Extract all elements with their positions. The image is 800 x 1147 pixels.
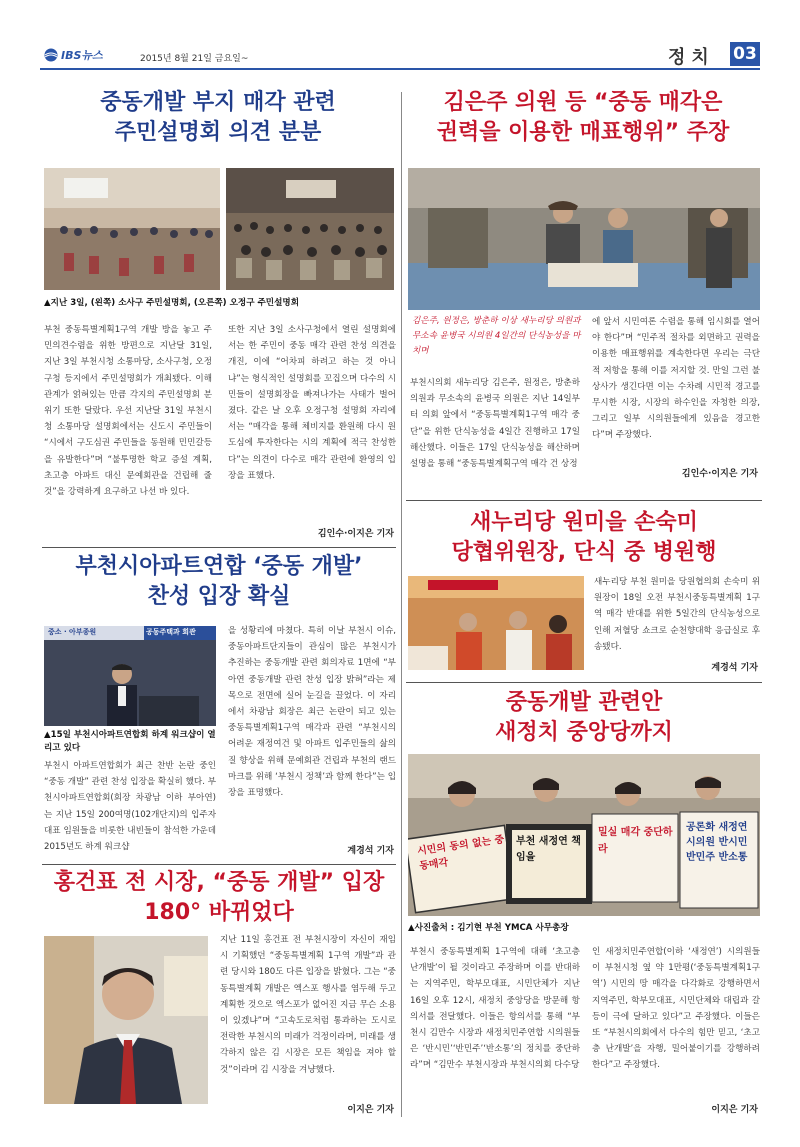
issue-date: 2015년 8월 21일 금요일~: [140, 54, 249, 64]
logo-globe-icon: [44, 48, 58, 62]
article6-photo: [44, 936, 208, 1104]
workshop-speaker-photo: [44, 626, 216, 726]
column-divider: [401, 92, 402, 1117]
article1-byline: 김인수·이지은 기자: [317, 529, 394, 539]
article4-rule: [406, 682, 762, 683]
article5-caption: ▲사진출처 : 김기현 부천 YMCA 사무총장: [408, 923, 569, 933]
logo-text: IBS뉴스: [61, 49, 103, 62]
former-mayor-portrait: [44, 936, 208, 1104]
logo: [44, 48, 103, 62]
article1-photo-left: [44, 168, 220, 290]
article1-title: 중동개발 부지 매각 관련 주민설명회 의견 분분: [100, 90, 336, 145]
article6-title: 홍건표 전 시장, “중동 개발” 입장 180° 바뀌었다: [53, 870, 385, 925]
page-header: [0, 0, 800, 72]
protest-sign-4: 공론화 새정연 시의원 반시민 반민주 반소통: [686, 822, 748, 863]
page-number: 03: [730, 42, 760, 66]
article2-title: 김은주 의원 등 “중동 매각은 권력을 이용한 매표행위” 주장: [436, 90, 730, 145]
article2-photo: [408, 168, 760, 310]
article3-byline: 계경석 기자: [347, 846, 394, 856]
article1-photo-right: [226, 168, 394, 290]
hospital-transfer-photo: [408, 576, 584, 670]
article1-rule: [42, 547, 396, 548]
article2-rule: [406, 500, 762, 501]
article1-col1: 부천 중동특별계획1구역 개발 방을 놓고 주민의견수렴을 위한 방편으로 지난달 31일, 지난 3일 부천시청 소통마당, 소사구청, 오정구청 등지에서 주민설명회가 개최됐다. 이해관계가 얽혀있는 만큼 각지의 주민설명회 분위기 또한 달랐다. 우선 지난달 31일 부천시청 소통마당 설명회에서는 신도시 주민들이 “시에서 구도심권 주민들을 동원해 민민갈등을 유발한다”며 “불투명한 학교 증설 계획, 초고층 아파트 대신 문예회관을 건립해 줄 것”을 강력하게 요구하고 나선 바 있다.: [44, 325, 212, 498]
article5-byline: 이지은 기자: [711, 1105, 758, 1115]
article5-col2: 인 새정치민주연합(이하 ‘새정연’) 시의원들이 부천시청 옆 약 1만평(‘중동특별계획1구역’) 시민의 땅 매각을 다각화로 강행하면서 지역주민, 학부모대표, 시민단체와 대립과 갈등이 극에 달하고 있다”고 주장했다. 이들은 또 “부천시의회에서 다수의 힘만 믿고, ‘초고층 난개발’을 자행, 밀어붙이기를 강행하려 한다”고 주장했다.: [592, 947, 760, 1071]
banner-left-text: 중소 · 아부종원: [48, 628, 97, 636]
article3-title: 부천시아파트연합 ‘중동 개발’ 찬성 입장 확실: [75, 554, 363, 609]
article1-col2: 또한 지난 3일 소사구청에서 열린 설명회에서는 한 주민이 중동 매각 관련 찬성 의견을 개진, 이에 “어차피 하려고 하는 것 아니냐”는 형식적인 설명회를 꼬집으며 다수의 시민들이 설명회장을 빠져나가는 사태가 벌어졌다. 같은 날 오후 오정구청 설명회 자리에서는 “매각을 통해 체비지를 환원해 다시 원도심에 투자한다는 시의 계획에 적극 찬성한다”는 의견이 다수로 매각 관련에 환영의 입장을 표했다.: [228, 325, 396, 481]
section-name: 정치: [668, 47, 715, 68]
protest-sign-2: 부천 새정연 책임을: [516, 836, 581, 863]
header-rule: [40, 68, 760, 70]
article5-col1: 부천시 중동특별계획 1구역에 대해 ‘초고층 난개발’이 될 것이라고 주장하며 이를 반대하는 지역주민, 학부모대표, 시민단체가 지난 16일 오후 12시, 새정치 중앙당을 방문해 항의서를 전달했다. 이들은 항의서를 통해 “부천시 김만수 시장과 새정치민주연합 시의원들은 ‘반시민’‘반민주’‘반소통’의 정치를 중단하라”며 “김만수 부천시장과 부천시의회 다수당: [410, 947, 580, 1071]
article2-col1: 부천시의회 새누리당 김은주, 원정은, 방춘하 의원과 무소속의 윤병국 의원은 지난 14일부터 의회 앞에서 “중동특별계획1구역 매각 중단”을 위한 단식농성을 4일간 진행하고 17일 해산했다. 이들은 17일 단식농성을 해산하며 설명을 통해 “중동특별계획구역 매각 건 상정: [410, 378, 580, 470]
article3-col2: 을 성황리에 마쳤다. 특히 이날 부천시 이슈, 중동아파트단지들이 관심이 많은 부천시가 추진하는 중동개발 관련 회의자료 1면에 “부아연 중동개발 관련 찬성 입장 밝혀”라는 제목으로 전면에 실어 눈길을 끌었다. 이 자리에서 차광남 회장은 최근 논란이 되고 있는 중동특별계획1구역 매각과 관련 “부천시의 어려운 재정여건 및 아파트 입주민들의 삶의 질 향상을 위해 문예회관 건립과 부천의 랜드마크를 위해 ‘부천시 정책’과 함께 한다”는 입장을 표명했다.: [228, 626, 396, 799]
article3-photo: [44, 626, 216, 726]
article2-byline: 김인수·이지은 기자: [681, 469, 758, 479]
article4-title: 새누리당 원미을 손숙미 당협위원장, 단식 중 병원행: [451, 510, 717, 565]
article4-body: 새누리당 부천 원미을 당원협의회 손숙미 위원장이 18일 오전 부천시중동특별계획 1구역 매각 반대를 위한 5일간의 단식농성으로 인해 저혈당 쇼크로 순천향대학 응급실로 후송됐다.: [594, 577, 760, 652]
article4-photo: [408, 576, 584, 670]
article3-rule: [42, 864, 396, 865]
protest-sign-3: 밀실 매각 중단하라: [598, 827, 673, 855]
banner-right-text: 공동주택과 회관: [146, 628, 196, 636]
article3-caption: ▲15일 부천시아파트연합회 하계 워크샵이 열리고 있다: [44, 730, 216, 753]
hall-photo: [226, 168, 394, 290]
article5-photo: [408, 754, 760, 916]
article4-byline: 계경석 기자: [711, 663, 758, 673]
article6-byline: 이지은 기자: [347, 1105, 394, 1115]
article1-caption: ▲지난 3일, (왼쪽) 소사구 주민설명회, (오른쪽) 오정구 주민설명회: [44, 298, 300, 308]
article3-col1: 부천시 아파트연합회가 최근 찬반 논란 중인 “중동 개발” 관련 찬성 입장을 확실히 했다. 부천시아파트연합회(회장 차광남 이하 부아연)는 지난 15일 200여명(102개단지)의 입주자 대표 임원들을 비롯한 내빈들이 참석한 가운데 2015년도 하계 워크샵: [44, 761, 216, 853]
article5-title: 중동개발 관련안 새정치 중앙당까지: [495, 690, 673, 745]
protest-sign-1: 시민의 동의 없는 중동매각: [416, 834, 506, 873]
article6-body: 지난 11일 홍건표 전 부천시장이 자신이 재임시 기획했던 “중동특별계획 1구역 개발”과 관련 당시와 180도 다른 입장을 밝혔다. 그는 “중동특별계획 개발은 엑스포 행사를 염두해 두고 계획한 것으로 엑스포가 없어진 지금 무슨 소용이 있겠냐”며 “고속도로처럼 통과하는 도시로 전락한 부천시의 미래가 걱정이라며, 미래를 생각하지 않은 김 시장은 모든 책임을 져야 할 것”이라며 김 시장을 겨냥했다.: [220, 935, 396, 1075]
auditorium-photo: [44, 168, 220, 290]
article2-col2: 에 앞서 시민여론 수렴을 통해 임시회를 열어야 한다”며 “민주적 절차를 외면하고 권력을 이용한 매표행위를 계속한다면 우리는 극단적 저항을 통해 이를 저지할 것. 만일 그런 불상사가 생긴다면 이는 수차례 시민적 경고를 무시한 시장, 시장의 하수인을 자청한 의장, 그리고 일부 시의원들에게 있음을 경고한다”며 주장했다.: [592, 317, 760, 441]
hunger-strike-photo: [408, 168, 760, 310]
article2-photo-caption: 김은주, 원정은, 방춘하 이상 새누리당 의원과 무소속 윤병국 시의원 4일간의 단식농성을 마치며: [412, 316, 581, 356]
